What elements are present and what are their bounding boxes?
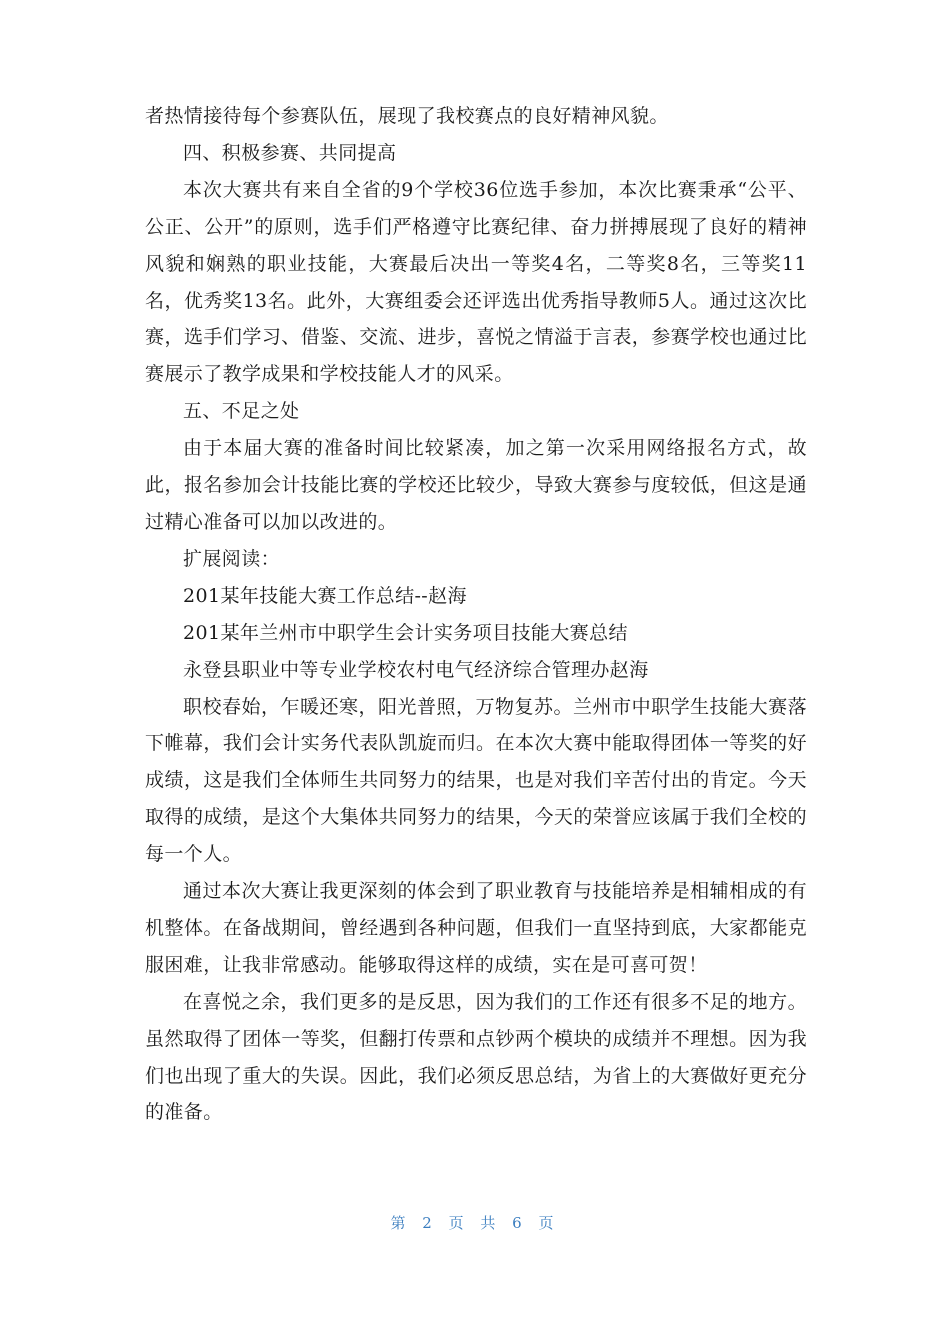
document-body: [145, 98, 807, 1131]
paragraph-continuation: 者热情接待每个参赛队伍，展现了我校赛点的良好精神风貌。: [145, 105, 669, 127]
paragraph-reflection: 通过本次大赛让我更深刻的体会到了职业教育与技能培养是相辅相成的有机整体。在备战期间，曾经遇到各种问题，但我们一直坚持到底，大家都能克服困难，让我非常感动。能够取得这样的成绩，实在是可喜可贺！: [145, 880, 807, 976]
extended-reading-subtitle: 201某年兰州市中职学生会计实务项目技能大赛总结: [183, 621, 628, 644]
section-heading-5: 五、不足之处: [183, 400, 300, 423]
paragraph-rethink: 在喜悦之余，我们更多的是反思，因为我们的工作还有很多不足的地方。虽然取得了团体一等奖，但翻打传票和点钞两个模块的成绩并不理想。因为我们也出现了重大的失误。因此，我们必须反思总结，为省上的大赛做好更充分的准备。: [145, 990, 807, 1124]
paragraph-shortcomings: 由于本届大赛的准备时间比较紧凑，加之第一次采用网络报名方式，故此，报名参加会计技能比赛的学校还比较少，导致大赛参与度较低，但这是通过精心准备可以加以改进的。: [145, 437, 807, 533]
extended-reading-label: 扩展阅读：: [183, 547, 281, 570]
paragraph-opening: 职校春始，乍暖还寒，阳光普照，万物复苏。兰州市中职学生技能大赛落下帷幕，我们会计实务代表队凯旋而归。在本次大赛中能取得团体一等奖的好成绩，这是我们全体师生共同努力的结果，也是对我们辛苦付出的肯定。今天取得的成绩，是这个大集体共同努力的结果，今天的荣誉应该属于我们全校的每一个人。: [145, 695, 807, 866]
section-heading-4: 四、积极参赛、共同提高: [183, 141, 397, 164]
page-number-footer: 第 2 页 共 6 页: [390, 1214, 560, 1232]
extended-reading-title: 201某年技能大赛工作总结--赵海: [183, 584, 467, 607]
author-line: 永登县职业中等专业学校农村电气经济综合管理办赵海: [183, 658, 649, 681]
paragraph-competition-summary: 本次大赛共有来自全省的9个学校36位选手参加，本次比赛秉承“公平、公正、公开”的原则，选手们严格遵守比赛纪律、奋力拼搏展现了良好的精神风貌和娴熟的职业技能，大赛最后决出一等奖4名，二等奖8名，三等奖11名，优秀奖13名。此外，大赛组委会还评选出优秀指导教师5人。通过这次比赛，选手们学习、借鉴、交流、进步，喜悦之情溢于言表，参赛学校也通过比赛展示了教学成果和学校技能人才的风采。: [145, 178, 807, 386]
